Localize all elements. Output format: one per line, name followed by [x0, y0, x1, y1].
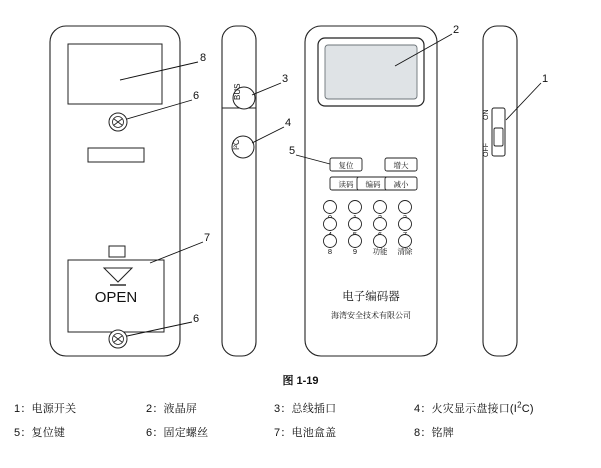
- legend-item-3: [274, 400, 414, 416]
- callout-7: 7: [204, 232, 211, 244]
- btn-increase-label: 增大: [393, 161, 409, 170]
- btn-decrease-label: 减小: [393, 180, 409, 189]
- svg-text:清除: 清除: [397, 247, 413, 256]
- legend-num-5: 5：: [14, 427, 32, 439]
- legend-item-6: [146, 424, 274, 440]
- legend-row-2: [14, 424, 594, 440]
- left-view-rear-case: [50, 26, 180, 356]
- btn-encode-label: 编码: [365, 180, 381, 189]
- legend-num-1: 1：: [14, 403, 32, 415]
- switch-off-label: OFF: [483, 143, 490, 157]
- callout-5: 5: [289, 145, 296, 157]
- legend-text-2: 液晶屏: [163, 403, 198, 415]
- legend-text-5: 复位键: [31, 427, 66, 439]
- legend-text-1: 电源开关: [31, 403, 77, 415]
- legend-text-3: 总线插口: [291, 403, 337, 415]
- legend-item-1: [14, 400, 146, 416]
- callout-6-upper: 6: [193, 90, 200, 102]
- figure-caption: 图 1-19: [282, 375, 319, 387]
- legend-num-8: 8：: [414, 427, 432, 439]
- bus-port-label: BUS: [233, 83, 242, 100]
- callout-3: 3: [282, 73, 289, 85]
- svg-text:功能: 功能: [372, 247, 388, 256]
- callout-6-lower: 6: [193, 313, 200, 325]
- switch-on-label: ON: [483, 109, 490, 120]
- legend-item-4: [414, 400, 574, 416]
- btn-reset-label: 复位: [338, 161, 354, 170]
- legend-text-6: 固定螺丝: [163, 427, 209, 439]
- legend-num-6: 6：: [146, 427, 164, 439]
- svg-text:9: 9: [352, 247, 358, 256]
- device-title-label: 电子编码器: [342, 291, 400, 303]
- legend-item-2: [146, 400, 274, 416]
- callout-2: 2: [453, 24, 460, 36]
- i2c-port-label: I²C: [232, 139, 241, 150]
- legend-num-3: 3：: [274, 403, 292, 415]
- company-name-label: 海湾安全技术有限公司: [331, 311, 411, 320]
- btn-readcode-label: 读码: [338, 180, 354, 189]
- legend-num-2: 2：: [146, 403, 164, 415]
- callout-1: 1: [542, 73, 549, 85]
- callout-8: 8: [200, 52, 207, 64]
- legend-num-4: 4：: [414, 403, 432, 415]
- callout-4: 4: [285, 117, 292, 129]
- lcd-screen: [325, 45, 417, 99]
- right-view-edge: [483, 26, 517, 356]
- front-view-face: [305, 26, 437, 356]
- battery-cover-open-label: OPEN: [94, 289, 138, 306]
- legend-text-7: 电池盒盖: [291, 427, 337, 439]
- legend-text-4: 火灾显示盘接口$(I^2C)$: [431, 400, 534, 415]
- legend-item-7: [274, 424, 414, 440]
- svg-text:8: 8: [327, 247, 333, 256]
- legend-text-8: 铭牌: [431, 427, 454, 439]
- legend-item-5: [14, 424, 146, 440]
- legend-row-1: [14, 400, 594, 416]
- side-view-edge: [222, 26, 256, 356]
- legend-num-7: 7：: [274, 427, 292, 439]
- legend-item-8: [414, 424, 574, 440]
